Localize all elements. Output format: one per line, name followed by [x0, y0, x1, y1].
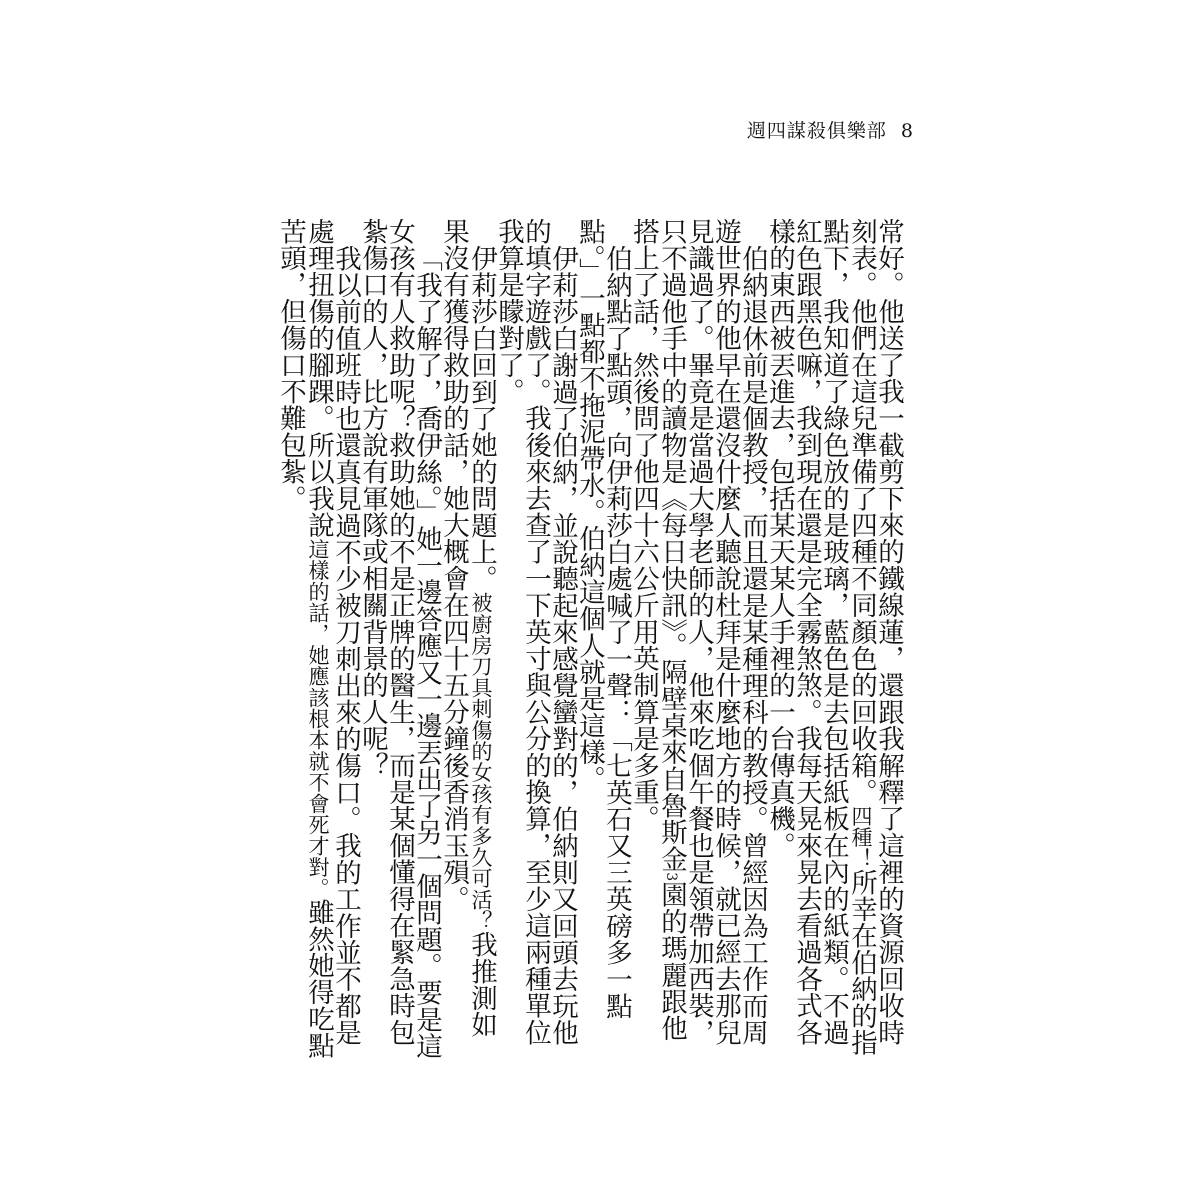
paragraph-3	[576, 218, 630, 1064]
body-text	[275, 218, 904, 1064]
paragraph-2-text-a: 伯納退休前是個教授，而且還是某種理科的教授。曾經因為工作而周遊世界的他早在還沒什麼人聽說杜拜是什麼地方的時候，就已經去那兒見識過了。畢竟是當過大學老師的人，他來吃個午餐也是領帶加西裝，只不過他手中的讀物是《每日快訊》。隔壁桌來自魯斯金	[656, 218, 768, 1046]
paragraph-2	[630, 218, 766, 1064]
paragraph-7	[277, 218, 359, 1064]
paragraph-5-text-b: 我推測如果沒有獲得救助的話，她大概會在四十五分鐘後香消玉殞。	[438, 218, 497, 1038]
running-head	[747, 118, 914, 144]
footnote-marker: 3	[663, 872, 679, 882]
page-number: 8	[900, 120, 914, 142]
paragraph-7-text-a: 我以前值班時也還真見過不少被刀刺出來的傷口。我的工作並不都是處理扭傷的腳踝。所以我說	[303, 218, 361, 1046]
paragraph-4	[495, 218, 576, 1064]
paragraph-1-text-b: 所幸在伯納的指點下，我知道了綠色放的是玻璃，藍色是去包括紙板在內的紙類。不過紅色跟黑色嘛，我到現在還是完全霧煞煞。我每天晃來晃去看過各式各樣的東西被丟進去，包括某天某人手裡的一台傳真機。	[764, 218, 877, 1056]
paragraph-5-aside: 被廚房刀具刺傷的女孩有多久可活？	[469, 591, 493, 931]
paragraph-7-text-b: 雖然她得吃點苦頭，但傷口不難包紮。	[275, 218, 334, 1060]
paragraph-5	[440, 218, 495, 1064]
paragraph-3-text: 伯納點了點頭，向伊莉莎白處喊了一聲：「七英石又三英磅多一點點。」一點都不拖泥帶水。伯納這個人就是這樣。	[574, 218, 632, 1019]
paragraph-1	[766, 218, 902, 1064]
book-title: 週四謀殺俱樂部	[746, 120, 887, 142]
paragraph-2-text-b: 園的瑪麗跟他搭上了話，然後問了他四十六公斤用英制算是多重。	[628, 218, 687, 1042]
paragraph-4-text: 伊莉莎白謝過了伯納，並說聽起來感覺蠻對的，伯納則又回頭去玩他的填字遊戲了。我後來去查了一下英寸與公分的換算，至少這兩種單位我算是矇對了。	[493, 218, 578, 1046]
paragraph-7-aside: 這樣的話，她應該根本就不會死才對。	[306, 538, 330, 899]
paragraph-1-aside: 四種！	[849, 805, 873, 870]
paragraph-6-text: 「我了解了，喬伊絲。」她一邊答應又一邊丟出了另一個問題。要是這女孩有人救助呢？救助她的不是正牌的醫生，而是某個懂得在緊急時包紮傷口的人，比方說有軍隊或相關背景的人呢？	[357, 218, 442, 1059]
paragraph-1-text-a: 常好。他送了我一截剪下來的鐵線蓮，還跟我解釋了這裡的資源回收時刻表。他們在這兒準備了四種不同顏色的回收箱。	[846, 218, 904, 1046]
paragraph-6	[359, 218, 440, 1064]
paragraph-5-text-a: 伊莉莎白回到了她的問題上。	[466, 244, 497, 592]
